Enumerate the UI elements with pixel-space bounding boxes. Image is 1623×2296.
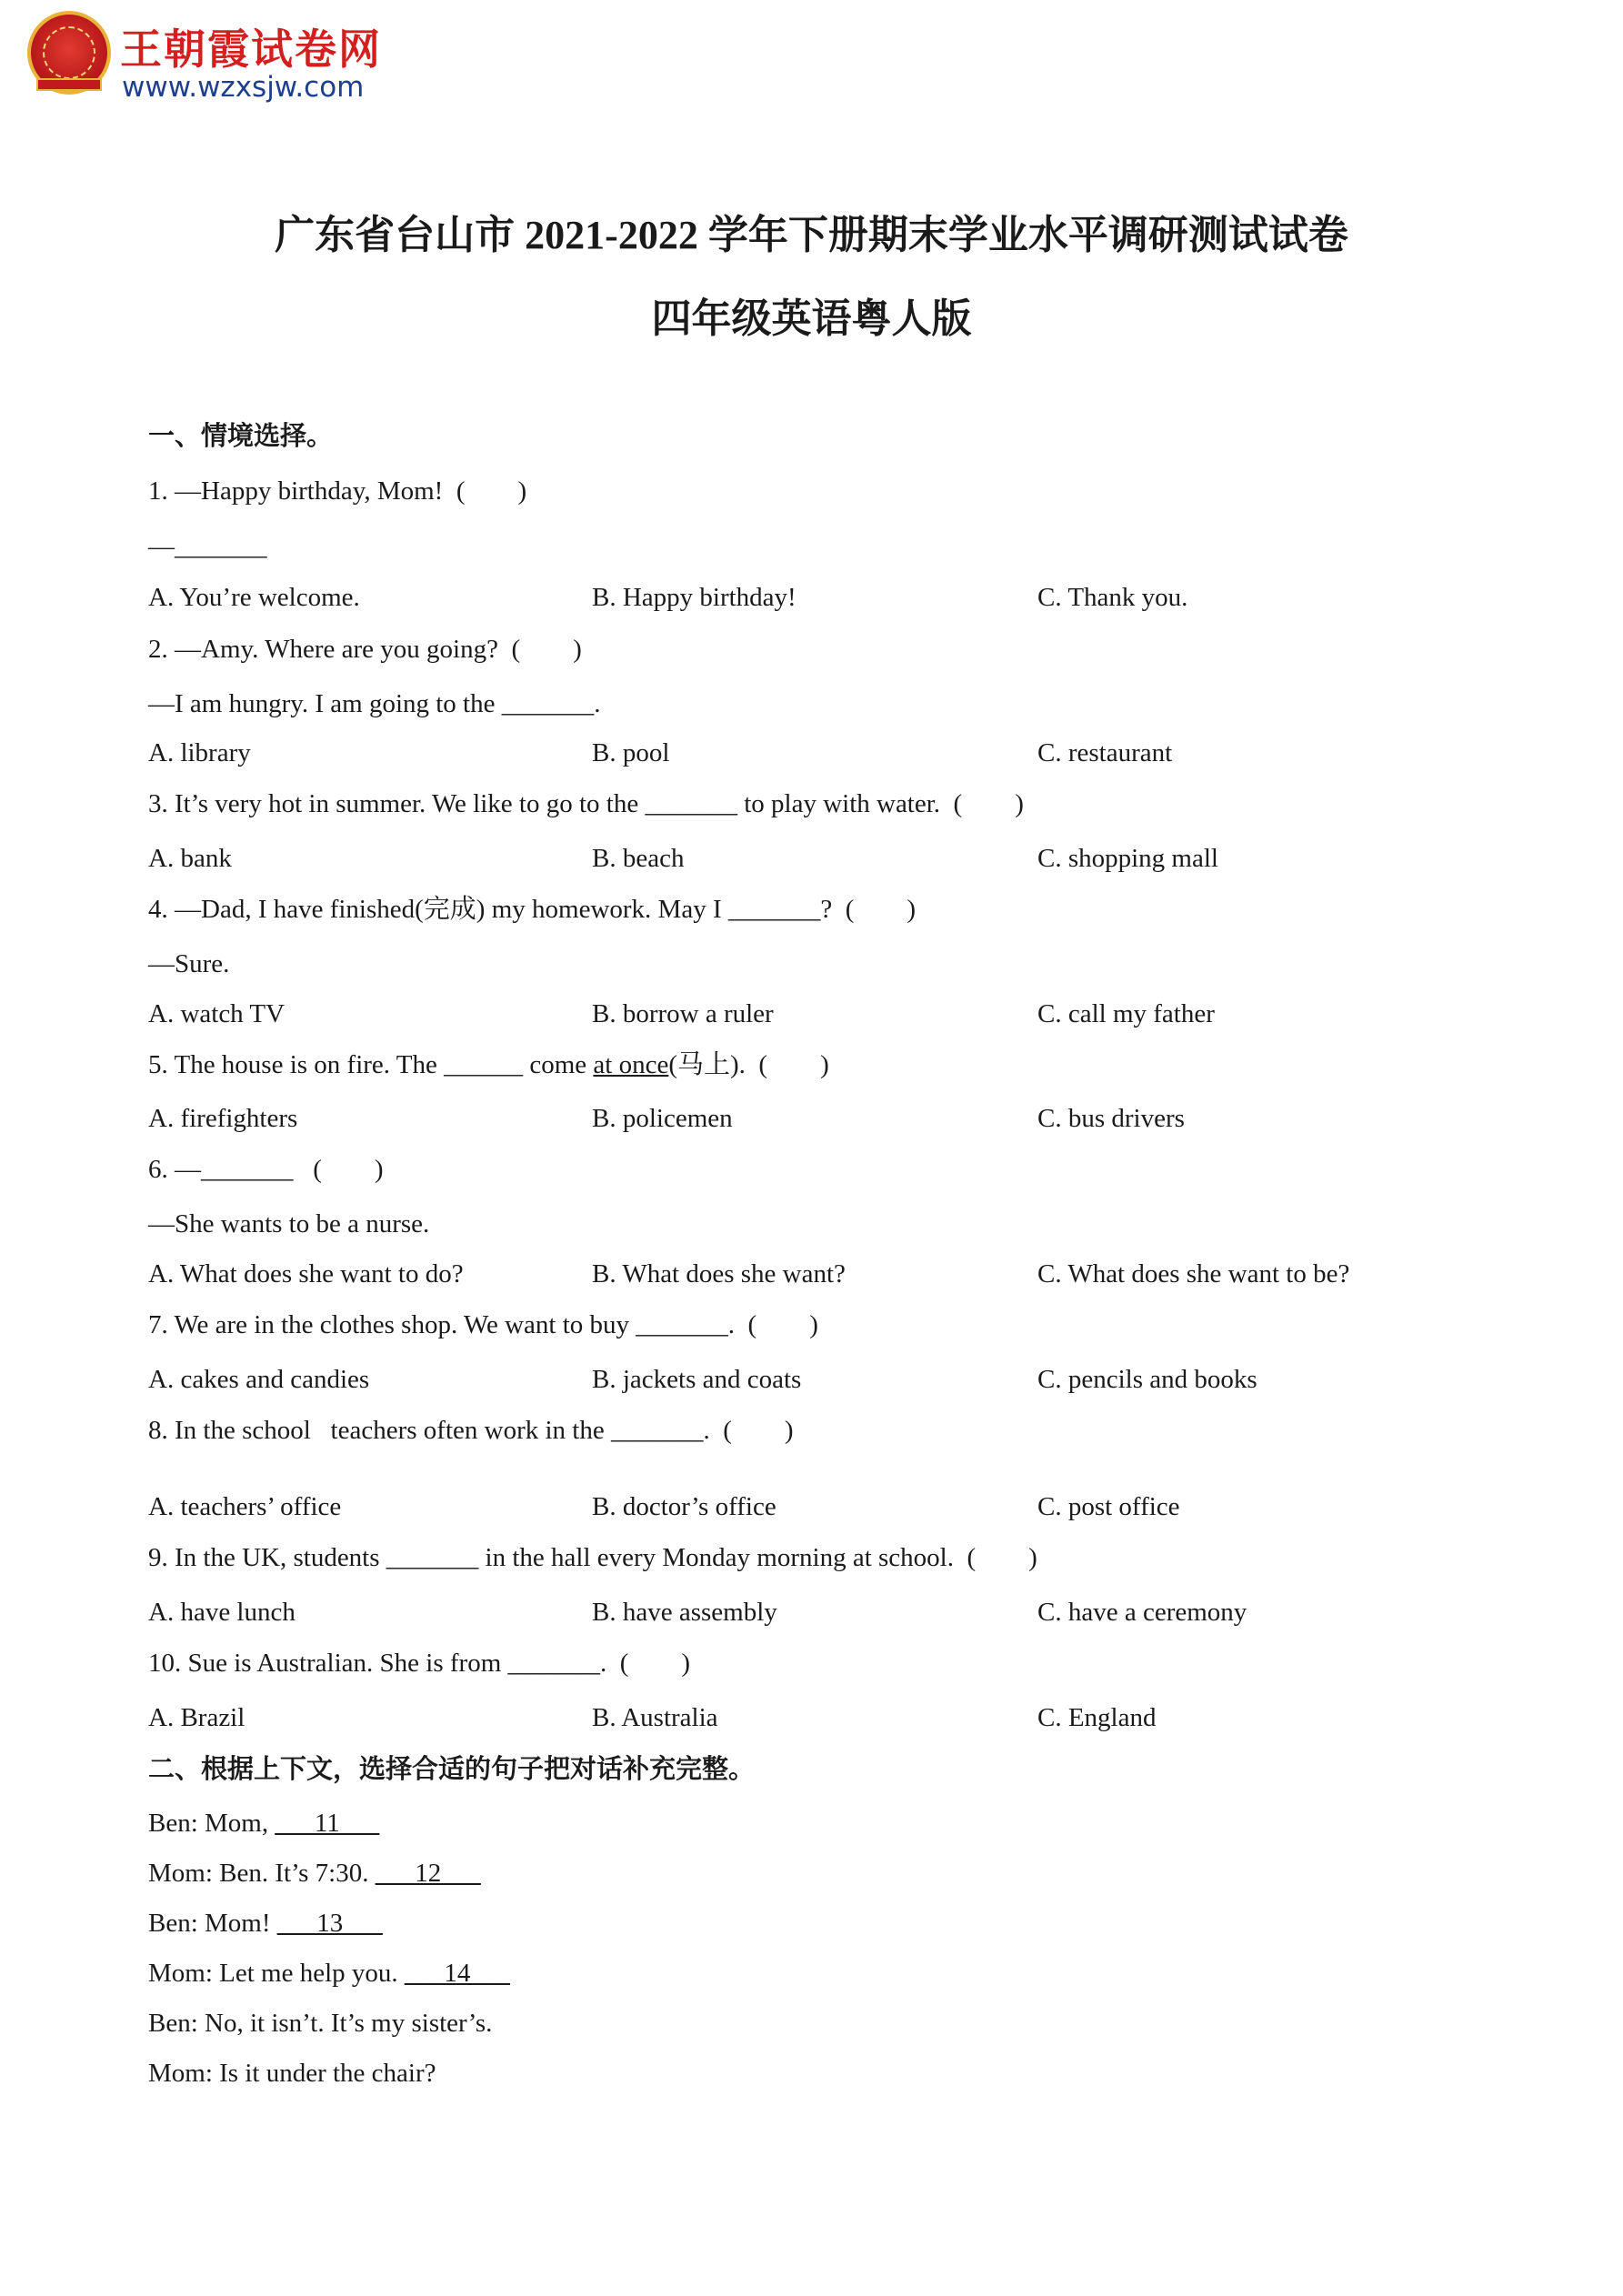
option-c: C. bus drivers xyxy=(1037,1104,1185,1133)
seal-ribbon-icon xyxy=(36,78,102,91)
option-c: C. post office xyxy=(1037,1492,1180,1521)
page-title: 广东省台山市 2021-2022 学年下册期末学业水平调研测试试卷 xyxy=(275,213,1348,257)
option-c: C. have a ceremony xyxy=(1037,1598,1247,1627)
stem-text: (马上). ( ) xyxy=(668,1050,829,1079)
option-b: B. Australia xyxy=(592,1703,718,1732)
dialogue-line: Mom: Ben. It’s 7:30. ___12___ xyxy=(148,1859,481,1888)
dialogue-blank: ___12___ xyxy=(375,1859,481,1888)
option-a: A. firefighters xyxy=(148,1104,298,1133)
question-stem: 4. —Dad, I have finished(完成) my homework. May I _______? ( ) xyxy=(148,895,917,924)
question-stem: 8. In the school teachers often work in the _______. ( ) xyxy=(148,1416,794,1445)
option-c: C. England xyxy=(1037,1703,1157,1732)
question-stem: 1. —Happy birthday, Mom! ( ) xyxy=(148,476,527,506)
question-stem xyxy=(148,1049,829,1081)
question-stem: 6. —_______ ( ) xyxy=(148,1155,384,1184)
dialogue-line: Ben: Mom, ___11___ xyxy=(148,1809,380,1838)
question-line: —_______ xyxy=(148,532,267,561)
option-c: C. shopping mall xyxy=(1037,844,1218,873)
option-b: B. Happy birthday! xyxy=(592,583,796,612)
option-a: A. bank xyxy=(148,844,232,873)
dialogue-line: Mom: Let me help you. ___14___ xyxy=(148,1959,510,1988)
question-stem: 3. It’s very hot in summer. We like to go to the _______ to play with water. ( ) xyxy=(148,789,1024,818)
dialogue-line: Ben: Mom! ___13___ xyxy=(148,1909,383,1938)
question-line: —I am hungry. I am going to the _______. xyxy=(148,689,601,718)
option-b: B. doctor’s office xyxy=(592,1492,776,1521)
option-a: A. You’re welcome. xyxy=(148,583,360,612)
brand-logo xyxy=(27,11,418,106)
dialogue-line: Ben: No, it isn’t. It’s my sister’s. xyxy=(148,2009,493,2038)
dialogue-blank: ___11___ xyxy=(275,1809,380,1838)
question-stem: 9. In the UK, students _______ in the hall every Monday morning at school. ( ) xyxy=(148,1543,1037,1572)
brand-name: 王朝霞试卷网 xyxy=(120,25,382,74)
section-heading: 一、情境选择。 xyxy=(148,420,334,451)
option-b: B. beach xyxy=(592,844,685,873)
brand-url: www.wzxsjw.com xyxy=(122,71,365,104)
option-a: A. What does she want to do? xyxy=(148,1259,464,1288)
option-a: A. cakes and candies xyxy=(148,1365,370,1394)
question-stem: 2. —Amy. Where are you going? ( ) xyxy=(148,635,582,664)
question-line: —Sure. xyxy=(148,949,230,978)
option-b: B. borrow a ruler xyxy=(592,999,774,1028)
underlined-phrase: at once xyxy=(593,1050,669,1079)
dialogue-blank: ___13___ xyxy=(276,1909,383,1938)
option-c: C. restaurant xyxy=(1037,738,1173,767)
stem-text: 5. The house is on fire. The ______ come xyxy=(148,1050,594,1079)
option-b: B. have assembly xyxy=(592,1598,777,1627)
option-a: A. Brazil xyxy=(148,1703,245,1732)
option-c: C. What does she want to be? xyxy=(1037,1259,1350,1288)
question-stem: 10. Sue is Australian. She is from _______. ( ) xyxy=(148,1649,691,1678)
option-a: A. have lunch xyxy=(148,1598,296,1627)
option-a: A. library xyxy=(148,738,251,767)
option-a: A. watch TV xyxy=(148,999,286,1028)
option-b: B. pool xyxy=(592,738,670,767)
option-c: C. call my father xyxy=(1037,999,1215,1028)
question-stem: 7. We are in the clothes shop. We want to buy _______. ( ) xyxy=(148,1310,818,1339)
page-subtitle: 四年级英语粤人版 xyxy=(651,296,972,341)
dialogue-line: Mom: Is it under the chair? xyxy=(148,2059,436,2088)
option-b: B. policemen xyxy=(592,1104,733,1133)
option-c: C. pencils and books xyxy=(1037,1365,1257,1394)
option-b: B. What does she want? xyxy=(592,1259,846,1288)
dialogue-blank: ___14___ xyxy=(404,1959,510,1988)
option-b: B. jackets and coats xyxy=(592,1365,802,1394)
question-line: —She wants to be a nurse. xyxy=(148,1209,430,1238)
option-a: A. teachers’ office xyxy=(148,1492,342,1521)
option-c: C. Thank you. xyxy=(1037,583,1188,612)
section-heading: 二、根据上下文，选择合适的句子把对话补充完整。 xyxy=(148,1753,756,1784)
